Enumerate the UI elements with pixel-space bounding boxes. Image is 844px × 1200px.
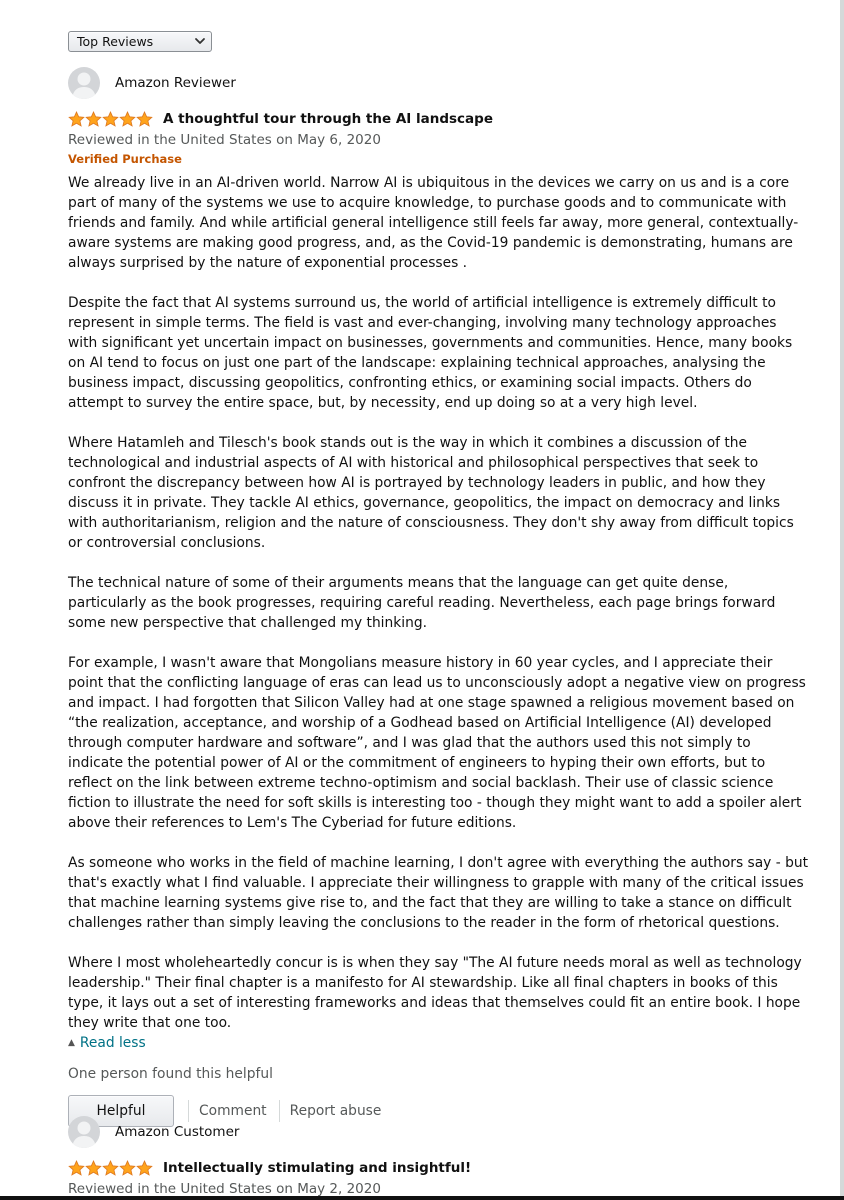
reviewer-name: Amazon Customer bbox=[115, 1124, 240, 1140]
user-silhouette-icon bbox=[68, 1116, 100, 1148]
reviewer-name: Amazon Reviewer bbox=[115, 75, 236, 91]
review-paragraph: Where Hatamleh and Tilesch's book stands out is the way in which it combines a discussion of the technological and industrial aspects of AI with historical and philosophical perspectives that seek to confront the discrepancy between how AI is portrayed by technology leaders in public, and how they discuss it in private. They tackle AI ethics, governance, geopolitics, the impact on democracy and links with authoritarianism, religion and the nature of consciousness. They don't shy away from difficult topics or controversial conclusions. bbox=[68, 435, 794, 551]
star-icon bbox=[119, 1160, 136, 1176]
avatar bbox=[68, 1116, 100, 1148]
helpful-count: One person found this helpful bbox=[68, 1066, 273, 1082]
reviewer-profile[interactable] bbox=[68, 1116, 808, 1148]
review-date: Reviewed in the United States on May 6, 2020 bbox=[68, 132, 381, 148]
caret-up-icon: ▲ bbox=[68, 1038, 75, 1048]
star-icon bbox=[68, 111, 85, 127]
verified-purchase-badge: Verified Purchase bbox=[68, 152, 182, 166]
star-icon bbox=[136, 1160, 153, 1176]
star-icon bbox=[102, 1160, 119, 1176]
read-less-link[interactable] bbox=[68, 1033, 808, 1053]
star-rating[interactable] bbox=[68, 111, 153, 127]
review-card bbox=[68, 67, 808, 1127]
star-icon bbox=[85, 1160, 102, 1176]
comment-link[interactable]: Comment bbox=[199, 1103, 267, 1119]
review-title[interactable]: A thoughtful tour through the AI landscape bbox=[163, 111, 493, 127]
report-abuse-link[interactable]: Report abuse bbox=[289, 1103, 382, 1119]
scrollbar-edge bbox=[840, 0, 844, 1200]
reviewer-profile[interactable] bbox=[68, 67, 808, 99]
star-rating[interactable] bbox=[68, 1160, 153, 1176]
review-card bbox=[68, 1116, 808, 1198]
star-icon bbox=[136, 111, 153, 127]
read-less-label: Read less bbox=[79, 1035, 146, 1051]
review-date: Reviewed in the United States on May 2, 2020 bbox=[68, 1181, 381, 1197]
sort-dropdown[interactable] bbox=[68, 31, 212, 52]
review-paragraph: Where I most wholeheartedly concur is is when they say "The AI future needs moral as well as technology leadership." Their final chapter is a manifesto for AI stewardship. Like all final chapters in books of this type, it lays out a set of interesting frameworks and ideas that themselves could fit an entire book. I hope they write that one too. bbox=[68, 955, 802, 1031]
star-icon bbox=[119, 111, 136, 127]
review-paragraph: The technical nature of some of their arguments means that the language can get quite dense, particularly as the book progresses, requiring careful reading. Nevertheless, each page brings forward some new perspective that challenged my thinking. bbox=[68, 575, 776, 631]
helpful-button[interactable]: Helpful bbox=[68, 1095, 174, 1127]
chevron-down-icon bbox=[193, 34, 207, 48]
review-paragraph: Despite the fact that AI systems surround us, the world of artificial intelligence is extremely difficult to represent in simple terms. The field is vast and ever-changing, involving many technology approaches with significant yet uncertain impact on businesses, governments and communities. Hence, many books on AI tend to focus on just one part of the landscape: explaining technical approaches, analysing the business impact, discussing geopolitics, confronting ethics, or examining social impacts. Others do attempt to survey the entire space, but, by necessity, end up doing so at a very high level. bbox=[68, 295, 793, 411]
sort-dropdown-value: Top Reviews bbox=[77, 34, 154, 49]
review-paragraph: For example, I wasn't aware that Mongolians measure history in 60 year cycles, and I appreciate their point that the conflicting language of eras can lead us to unconsciously adopt a negative view on progress and impact. I had forgotten that Silicon Valley had at one stage spawned a religious movement based on “the realization, acceptance, and worship of a Godhead based on Artificial Intelligence (AI) developed through computer hardware and software”, and I was glad that the authors used this not simply to indicate the potential power of AI or the commitment of engineers to hyping their own efforts, but to reflect on the link between extreme techno-optimism and social backlash. Their use of classic science fiction to illustrate the need for soft skills is interesting too - though they might want to add a spoiler alert above their references to Lem's The Cyberiad for future editions. bbox=[68, 655, 806, 831]
star-icon bbox=[85, 111, 102, 127]
review-title[interactable]: Intellectually stimulating and insightful! bbox=[163, 1160, 472, 1176]
review-paragraph: We already live in an AI-driven world. Narrow AI is ubiquitous in the devices we carry on us and is a core part of many of the systems we use to acquire knowledge, to purchase goods and to communicate with friends and family. And while artificial general intelligence still feels far away, more general, contextually-aware systems are making good progress, and, as the Covid-19 pandemic is demonstrating, humans are always surprised by the nature of exponential processes . bbox=[68, 175, 799, 271]
review-body bbox=[68, 173, 808, 1033]
star-icon bbox=[102, 111, 119, 127]
review-paragraph: As someone who works in the field of machine learning, I don't agree with everything the authors say - but that's exactly what I find valuable. I appreciate their willingness to grapple with many of the critical issues that machine learning systems give rise to, and the fact that they are willing to take a stance on difficult challenges rather than simply leaving the conclusions to the reader in the form of rhetorical questions. bbox=[68, 855, 808, 931]
star-icon bbox=[68, 1160, 85, 1176]
avatar bbox=[68, 67, 100, 99]
user-silhouette-icon bbox=[68, 67, 100, 99]
